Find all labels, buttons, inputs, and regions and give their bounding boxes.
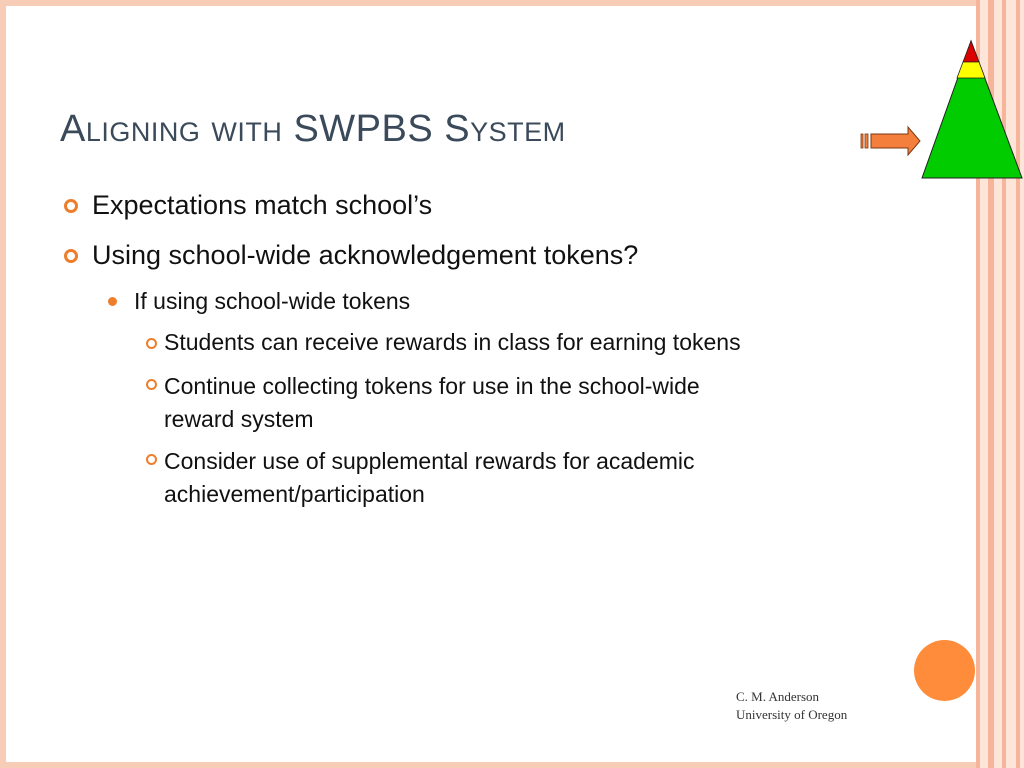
frame-left-border [0, 0, 6, 768]
author-credit [736, 688, 847, 724]
credit-institution: University of Oregon [736, 707, 848, 722]
bullet-tokens-question: Using school-wide acknowledgement tokens? [92, 240, 639, 270]
level3-bullet-icon [146, 454, 157, 465]
bullet-expectations: Expectations match school’s [92, 190, 433, 220]
right-arrow-icon [861, 127, 920, 155]
frame-top-border [0, 0, 976, 6]
bullet-line: Continue collecting tokens for use in the school-wide [164, 373, 700, 399]
orange-circle-icon [914, 640, 975, 701]
slide-title: Aligning with SWPBS System [60, 108, 566, 150]
bullet-supplemental-rewards [164, 445, 695, 511]
bullet-line: Students can receive rewards in class for earning tokens [164, 329, 741, 355]
pyramid-graphic [858, 38, 1024, 183]
pyramid-triangle-icon [922, 41, 1022, 178]
level3-bullet-icon [146, 379, 157, 390]
frame-bottom-border [0, 762, 976, 768]
level1-bullet-icon [64, 199, 78, 213]
bullet-continue-collecting [164, 370, 700, 436]
bullet-if-using-tokens: If using school-wide tokens [134, 288, 411, 314]
credit-author: C. M. Anderson [736, 689, 820, 704]
bullet-students-rewards [164, 329, 741, 356]
level2-bullet-icon [108, 297, 117, 306]
level3-bullet-icon [146, 338, 157, 349]
bullet-line: Consider use of supplemental rewards for academic [164, 448, 695, 474]
bullet-line: achievement/participation [164, 481, 425, 507]
level1-bullet-icon [64, 249, 78, 263]
bullet-line: reward system [164, 406, 314, 432]
